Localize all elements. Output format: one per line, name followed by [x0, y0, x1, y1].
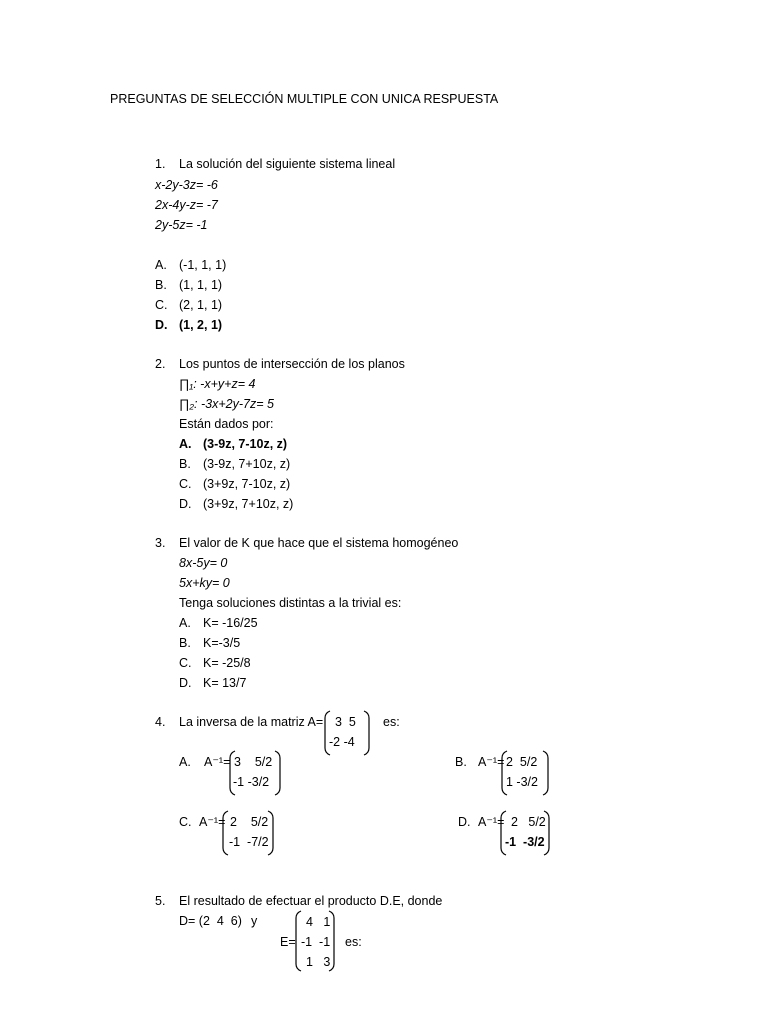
question-number: 1.	[155, 157, 166, 171]
option-text-correct: (1, 2, 1)	[179, 318, 223, 332]
matrix-row: 2 5/2	[506, 755, 538, 769]
question-text: La inversa de la matriz A=	[179, 715, 324, 729]
question-suffix: es:	[383, 715, 400, 729]
question-text: El resultado de efectuar el producto D.E, donde	[179, 894, 443, 908]
option-text: (3+9z, 7+10z, z)	[203, 497, 294, 511]
matrix-row: 1 3	[306, 955, 331, 969]
matrix-row: 4 1	[306, 915, 331, 929]
equation: ∏₁: -x+y+z= 4	[179, 377, 256, 391]
question-prompt: Tenga soluciones distintas a la trivial es:	[179, 596, 402, 610]
matrix-row: -1 -3/2	[505, 835, 545, 849]
option-letter: D.	[458, 815, 471, 829]
option-text: (2, 1, 1)	[179, 298, 223, 312]
option-letter: A.	[179, 616, 191, 630]
option-letter: C.	[179, 477, 192, 491]
question-text: Los puntos de intersección de los planos	[179, 357, 405, 371]
question-number: 5.	[155, 894, 166, 908]
option-letter: C.	[155, 298, 168, 312]
equation: 2y-5z= -1	[155, 218, 208, 232]
option-letter: A.	[179, 755, 191, 769]
equation: 8x-5y= 0	[179, 556, 228, 570]
matrix-row: 2 5/2	[511, 815, 546, 829]
matrix-row: 2 5/2	[230, 815, 269, 829]
option-letter-correct: A.	[179, 437, 192, 451]
question-number: 3.	[155, 536, 166, 550]
inverse-label: A⁻¹=	[204, 755, 231, 769]
question-number: 4.	[155, 715, 166, 729]
option-letter: B.	[455, 755, 467, 769]
option-letter: C.	[179, 656, 192, 670]
option-letter: B.	[179, 636, 191, 650]
option-letter: C.	[179, 815, 192, 829]
inverse-label: A⁻¹=	[199, 815, 226, 829]
matrix-row: -1 -3/2	[233, 775, 270, 789]
matrix-row: -1 -1	[301, 935, 331, 949]
equation: ∏₂: -3x+2y-7z= 5	[179, 397, 274, 411]
option-text-correct: (3-9z, 7-10z, z)	[203, 437, 288, 451]
option-letter: B.	[155, 278, 167, 292]
matrix-d: D= (2 4 6)	[179, 914, 242, 928]
matrix-e	[295, 910, 335, 972]
option-text: K= 13/7	[203, 676, 247, 690]
page-title: PREGUNTAS DE SELECCIÓN MULTIPLE CON UNICA RESPUESTA	[110, 92, 499, 106]
option-letter: D.	[179, 497, 192, 511]
equation: x-2y-3z= -6	[155, 178, 218, 192]
question-suffix: es:	[345, 935, 362, 949]
matrix-e-label: E=	[280, 935, 296, 949]
question-text: La solución del siguiente sistema lineal	[179, 157, 396, 171]
question-text: El valor de K que hace que el sistema homogéneo	[179, 536, 459, 550]
option-letter: A.	[155, 258, 167, 272]
matrix-a	[324, 710, 370, 756]
conjunction: y	[251, 914, 258, 928]
matrix-row: 3 5	[335, 715, 356, 729]
option-text: K=-3/5	[203, 636, 241, 650]
matrix-row: 3 5/2	[234, 755, 273, 769]
option-text: (3+9z, 7-10z, z)	[203, 477, 291, 491]
matrix-row: -2 -4	[329, 735, 355, 749]
option-matrix	[222, 810, 274, 856]
option-text: (3-9z, 7+10z, z)	[203, 457, 291, 471]
inverse-label: A⁻¹=	[478, 755, 505, 769]
option-text: K= -16/25	[203, 616, 258, 630]
option-matrix	[229, 750, 281, 796]
option-matrix	[500, 810, 550, 856]
matrix-row: 1 -3/2	[506, 775, 538, 789]
option-text: K= -25/8	[203, 656, 251, 670]
matrix-row: -1 -7/2	[229, 835, 269, 849]
option-text: (-1, 1, 1)	[179, 258, 227, 272]
option-matrix	[501, 750, 549, 796]
question-number: 2.	[155, 357, 166, 371]
option-text: (1, 1, 1)	[179, 278, 223, 292]
inverse-label: A⁻¹=	[478, 815, 505, 829]
question-prompt: Están dados por:	[179, 417, 274, 431]
option-letter: B.	[179, 457, 191, 471]
option-letter: D.	[179, 676, 192, 690]
equation: 2x-4y-z= -7	[155, 198, 218, 212]
option-letter-correct: D.	[155, 318, 168, 332]
equation: 5x+ky= 0	[179, 576, 230, 590]
